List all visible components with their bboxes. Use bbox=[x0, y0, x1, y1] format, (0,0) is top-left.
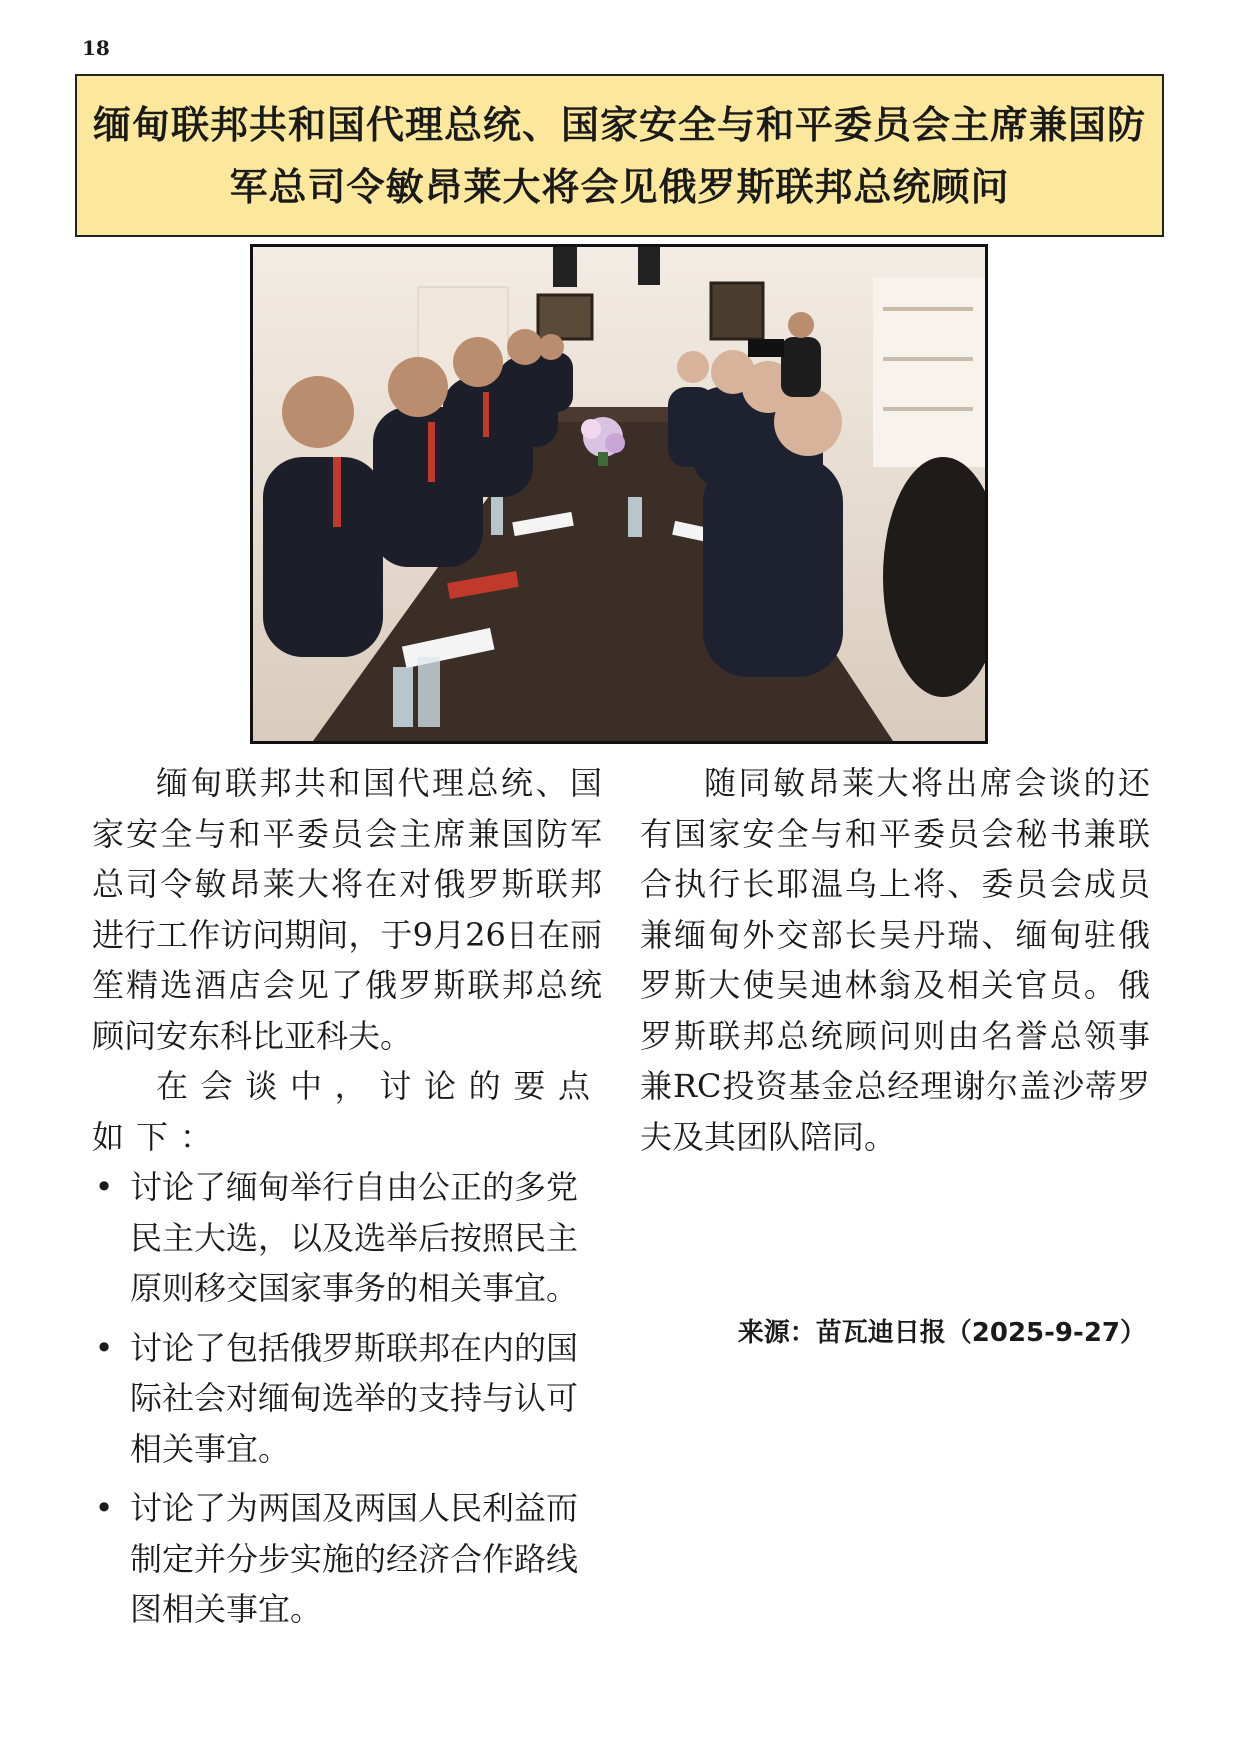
bullet-icon: • bbox=[94, 1489, 114, 1527]
discussion-points-list bbox=[92, 1162, 602, 1635]
source-citation: 来源：苗瓦迪日报（2025-9-27） bbox=[737, 1318, 1146, 1348]
point-text: 讨论了缅甸举行自由公正的多党民主大选，以及选举后按照民主原则移交国家事务的相关事宜。 bbox=[130, 1168, 579, 1307]
list-item bbox=[92, 1162, 602, 1314]
paragraph-attendees: 随同敏昂莱大将出席会谈的还有国家安全与和平委员会秘书兼联合执行长耶温乌上将、委员会成员兼缅甸外交部长吴丹瑞、缅甸驻俄罗斯大使吴迪林翁及相关官员。俄罗斯联邦总统顾问则由名誉总领事兼RC投资基金总经理谢尔盖沙蒂罗夫及其团队陪同。 bbox=[640, 764, 1150, 1156]
meeting-photo bbox=[250, 244, 988, 744]
page-number: 18 bbox=[82, 36, 110, 60]
bullet-icon: • bbox=[94, 1328, 114, 1367]
article-title-box bbox=[75, 74, 1164, 237]
list-item bbox=[92, 1323, 602, 1475]
point-text: 讨论了为两国及两国人民利益而制定并分步实施的经济合作路线图相关事宜。 bbox=[130, 1489, 579, 1628]
meeting-photo-illustration bbox=[253, 247, 985, 741]
bullet-icon: • bbox=[94, 1168, 114, 1206]
paragraph-intro: 缅甸联邦共和国代理总统、国家安全与和平委员会主席兼国防军总司令敏昂莱大将在对俄罗斯联邦进行工作访问期间，于9月26日在丽笙精选酒店会见了俄罗斯联邦总统顾问安东科比亚科夫。 bbox=[92, 764, 602, 1055]
article-title: 缅甸联邦共和国代理总统、国家安全与和平委员会主席兼国防军总司令敏昂莱大将会见俄罗斯联邦总统顾问 bbox=[92, 102, 1146, 209]
list-item bbox=[92, 1483, 602, 1635]
paragraph-discussion-intro: 在会谈中，讨论的要点如下： bbox=[92, 1067, 602, 1156]
point-text: 讨论了包括俄罗斯联邦在内的国际社会对缅甸选举的支持与认可相关事宜。 bbox=[130, 1328, 579, 1468]
left-column bbox=[92, 758, 602, 1635]
right-column bbox=[640, 758, 1150, 1162]
